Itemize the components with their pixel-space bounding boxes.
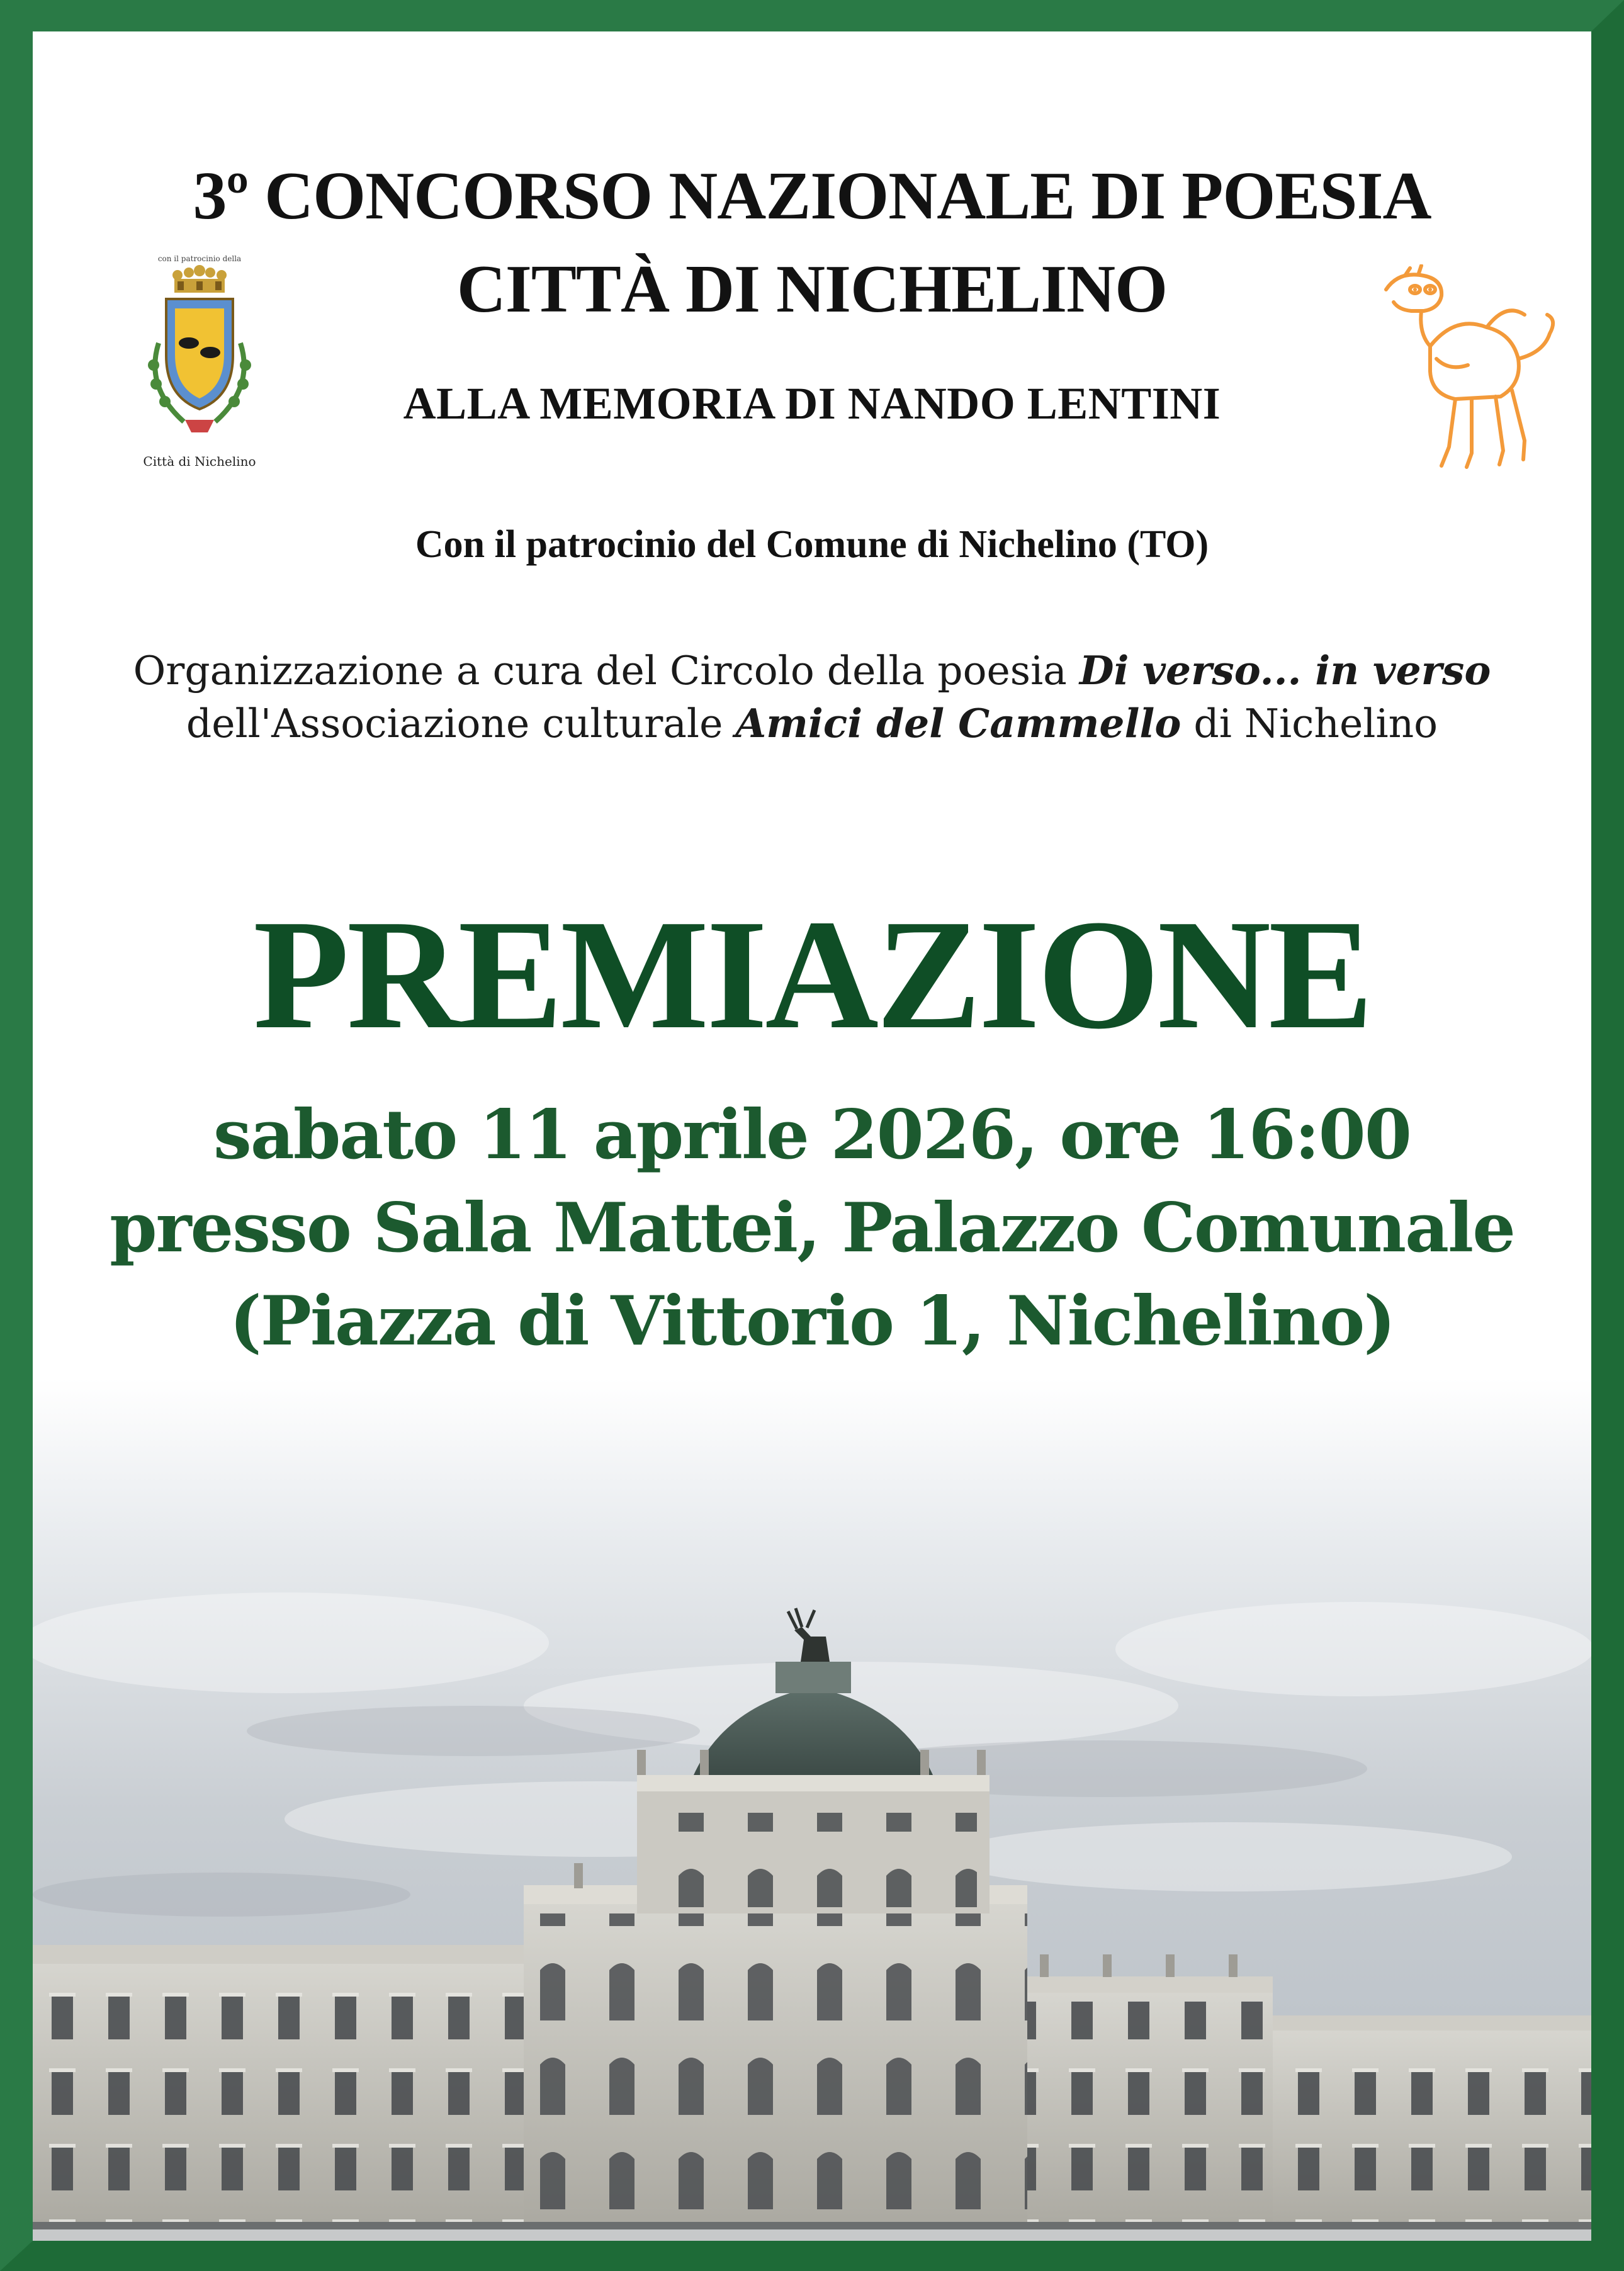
organization-line-2-prefix: dell'Associazione culturale [186,701,736,747]
palace-photo [33,1378,1591,2241]
memorial-subtitle: ALLA MEMORIA DI NANDO LENTINI [403,378,1221,429]
patronage-line: Con il patrocinio del Comune di Nichelino (TO) [415,523,1209,566]
crest-caption-top: con il patrocinio della [157,254,242,263]
association-name: Amici del Cammello [735,700,1181,747]
poetry-circle-name: Di verso... in verso [1079,647,1491,694]
contest-city-title: CITTÀ DI NICHELINO [456,252,1168,327]
organization-line-1-prefix: Organizzazione a cura del Circolo della poesia [133,648,1080,694]
event-headline: PREMIAZIONE [253,888,1371,1062]
event-date: sabato 11 aprile 2026, ore 16:00 [213,1095,1411,1175]
organization-line-1 [33,647,1591,694]
organization-line-2 [33,700,1591,747]
event-venue: presso Sala Mattei, Palazzo Comunale [110,1188,1514,1268]
contest-title: 3º CONCORSO NAZIONALE DI POESIA [193,159,1431,234]
crest-caption-bottom: Città di Nichelino [143,454,256,469]
poster-content [33,31,1591,2241]
organization-line-2-suffix: di Nichelino [1181,701,1438,747]
event-address: (Piazza di Vittorio 1, Nichelino) [229,1282,1395,1361]
